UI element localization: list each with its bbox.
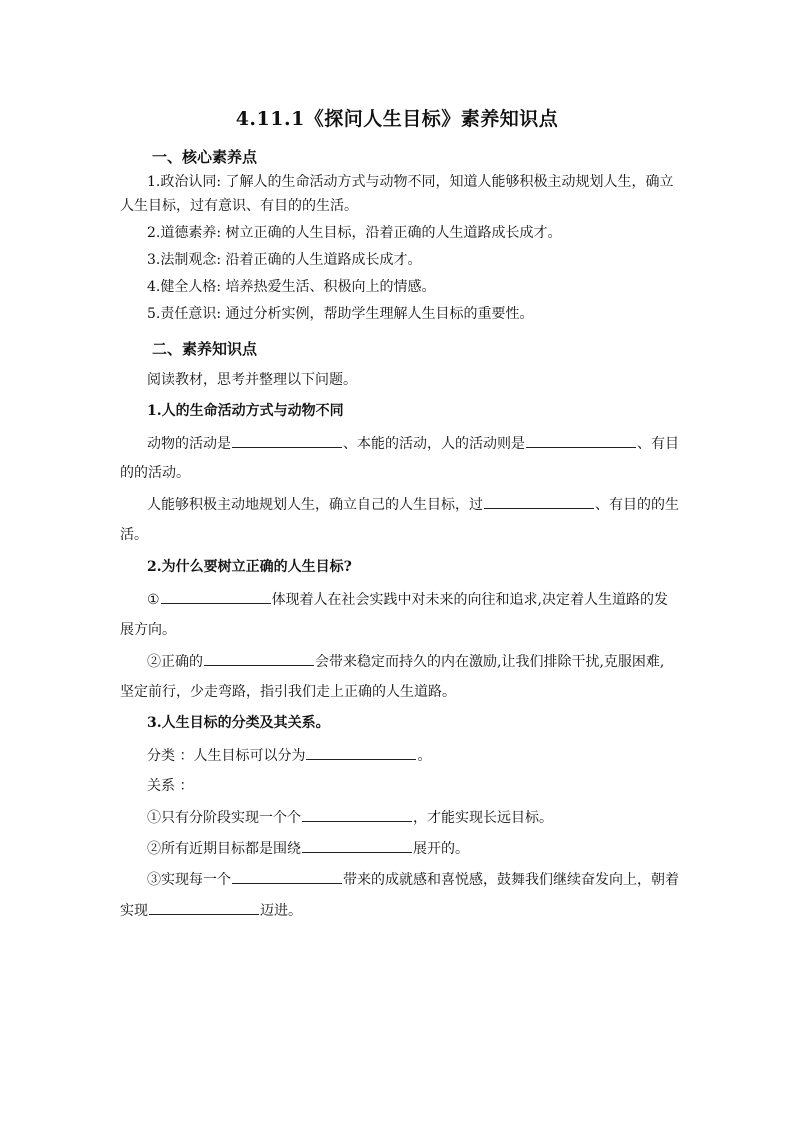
q3-r1-text-a: ①只有分阶段实现一个个 [147, 810, 301, 826]
core-item-5: 5.责任意识: 通过分析实例，帮助学生理解人生目标的重要性。 [147, 306, 534, 322]
q1-paragraph-2-cont: 活。 [120, 527, 148, 543]
q2-p2-text-a: ②正确的 [147, 654, 203, 670]
q1-p2-text-a: 人能够积极主动地规划人生，确立自己的人生目标，过 [147, 497, 483, 513]
section-heading-knowledge: 二、素养知识点 [152, 340, 258, 358]
fill-blank[interactable] [484, 494, 594, 509]
q3-r2-text-a: ②所有近期目标都是围绕 [147, 841, 301, 857]
q3-r3-text-d: 迈进。 [260, 903, 302, 919]
fill-blank[interactable] [149, 900, 259, 915]
fill-blank[interactable] [204, 651, 314, 666]
core-item-2: 2.道德素养: 树立正确的人生目标，沿着正确的人生道路成长成才。 [147, 225, 562, 241]
q3-relation-label: 关系 ： [147, 778, 194, 794]
fill-blank[interactable] [232, 433, 342, 448]
fill-blank[interactable] [161, 589, 271, 604]
q3-relation-1 [147, 807, 553, 828]
q1-paragraph-2 [147, 494, 679, 515]
q3-relation-3 [147, 869, 679, 890]
question-2-heading: 2.为什么要树立正确的人生目标? [147, 559, 352, 575]
fill-blank[interactable] [526, 433, 636, 448]
question-1-heading: 1.人的生命活动方式与动物不同 [147, 403, 344, 419]
q3-relation-3-cont [120, 900, 302, 921]
core-item-1: 1.政治认同: 了解人的生命活动方式与动物不同，知道人能够积极主动规划人生，确立 [147, 174, 674, 190]
fill-blank[interactable] [302, 838, 412, 853]
question-3-heading: 3.人生目标的分类及其关系。 [147, 715, 330, 731]
q1-p1-text-b: 、本能的活动，人的活动则是 [343, 436, 525, 452]
core-item-4: 4.健全人格: 培养热爱生活、积极向上的情感。 [147, 279, 436, 295]
document-title: 4.11.1《探问人生目标》素养知识点 [235, 108, 559, 130]
q2-p2-text-b: 会带来稳定而持久的内在激励,让我们排除干扰,克服困难, [315, 654, 665, 670]
core-item-3: 3.法制观念: 沿着正确的人生道路成长成才。 [147, 252, 422, 268]
q3-r3-text-b: 带来的成就感和喜悦感，鼓舞我们继续奋发向上，朝着 [343, 872, 679, 888]
q2-p1-text-b: 体现着人在社会实践中对未来的向往和追求,决定着人生道路的发 [271, 592, 669, 608]
q3-r2-text-b: 展开的。 [413, 841, 469, 857]
q3-relation-2 [147, 838, 469, 859]
section-heading-core: 一、核心素养点 [152, 148, 258, 166]
fill-blank[interactable] [232, 869, 342, 884]
q2-paragraph-1 [147, 589, 668, 610]
q3-class-text-a: 分类 ：人生目标可以分为 [147, 748, 306, 764]
q1-paragraph-1 [147, 433, 679, 454]
q1-p2-text-b: 、有目的的生 [595, 497, 679, 513]
q1-p1-text-a: 动物的活动是 [147, 436, 231, 452]
q3-classification [147, 745, 431, 766]
q3-r3-text-a: ③实现每一个 [147, 872, 231, 888]
q2-p1-text-a: ① [147, 592, 160, 608]
q1-p1-text-c: 、有目 [637, 436, 679, 452]
knowledge-intro: 阅读教材，思考并整理以下问题。 [147, 372, 357, 388]
q3-r1-text-b: ，才能实现长远目标。 [413, 810, 553, 826]
fill-blank[interactable] [306, 745, 416, 760]
q2-paragraph-2-cont: 坚定前行，少走弯路，指引我们走上正确的人生道路。 [120, 684, 456, 700]
q1-paragraph-1-cont: 的的活动。 [120, 465, 190, 481]
q3-class-text-b: 。 [417, 748, 432, 764]
core-item-1-cont: 人生目标，过有意识、有目的的生活。 [120, 198, 358, 214]
q2-paragraph-2 [147, 651, 664, 672]
q3-r3-text-c: 实现 [120, 903, 148, 919]
q2-paragraph-1-cont: 展方向。 [120, 622, 176, 638]
fill-blank[interactable] [302, 807, 412, 822]
